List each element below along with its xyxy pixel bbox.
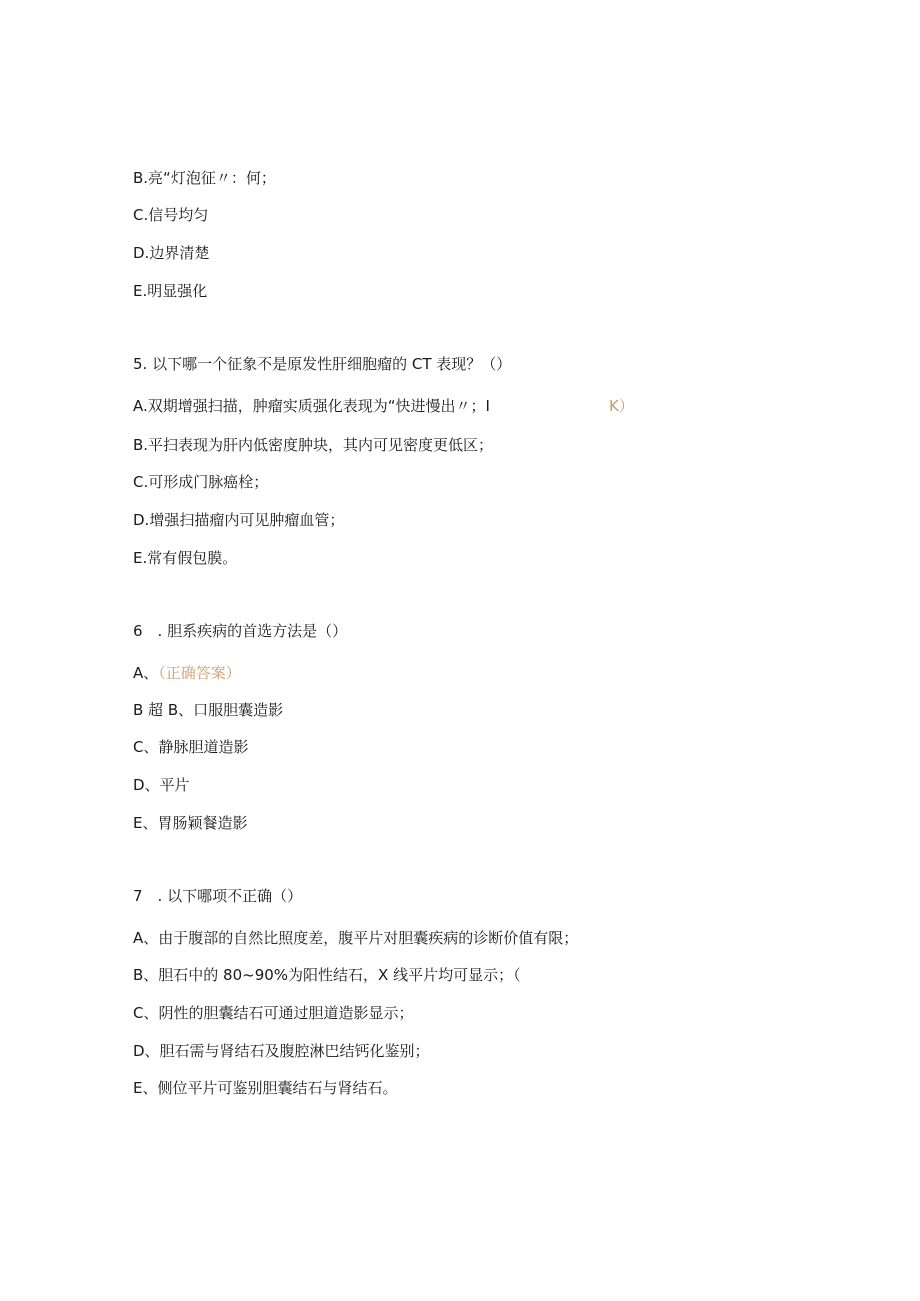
q7-option-e: E、侧位平片可鉴别胆囊结石与肾结石。 [133, 1079, 398, 1097]
q6-option-c: C、静脉胆道造影 [133, 738, 249, 756]
q7-option-c: C、阴性的胆囊结石可通过胆道造影显示； [133, 1004, 414, 1022]
q5-question: 5. 以下哪一个征象不是原发性肝细胞瘤的 CT 表现？（） [133, 355, 512, 373]
q6-question: 6 . 胆系疾病的首选方法是（） [133, 622, 348, 640]
q7-option-d: D、胆石需与肾结石及腹腔淋巴结钙化鉴别； [133, 1042, 430, 1060]
q4-option-c: C.信号均匀 [133, 206, 209, 224]
q7-option-b: B、胆石中的 80~90%为阳性结石，X 线平片均可显示；（ [133, 966, 521, 984]
q5-answer-mark: K） [609, 397, 634, 415]
q6-option-e: E、胃肠颖餐造影 [133, 814, 248, 832]
q4-option-e: E.明显强化 [133, 282, 208, 300]
q5-option-b: B.平扫表现为肝内低密度肿块，其内可见密度更低区； [133, 436, 494, 454]
q4-option-b: B.亮“灯泡征〃：何； [133, 169, 276, 187]
q7-option-a: A、由于腹部的自然比照度差，腹平片对胆囊疾病的诊断价值有限； [133, 929, 579, 947]
q5-option-c: C.可形成门脉癌栓； [133, 473, 269, 491]
q6-option-a-prefix: A、 [133, 664, 159, 682]
q5-option-e: E.常有假包膜。 [133, 549, 238, 567]
q6-option-b: B 超 B、口服胆囊造影 [133, 701, 284, 719]
q5-option-a: A.双期增强扫描，肿瘤实质强化表现为“快进慢出〃；I [133, 397, 490, 415]
q7-question: 7 . 以下哪项不正确（） [133, 887, 303, 905]
q4-option-d: D.边界清楚 [133, 244, 210, 262]
correct-answer-mark: （正确答案） [158, 664, 241, 682]
q5-option-d: D.增强扫描瘤内可见肿瘤血管； [133, 511, 345, 529]
q6-option-a [133, 663, 241, 683]
q6-option-d: D、平片 [133, 776, 190, 794]
